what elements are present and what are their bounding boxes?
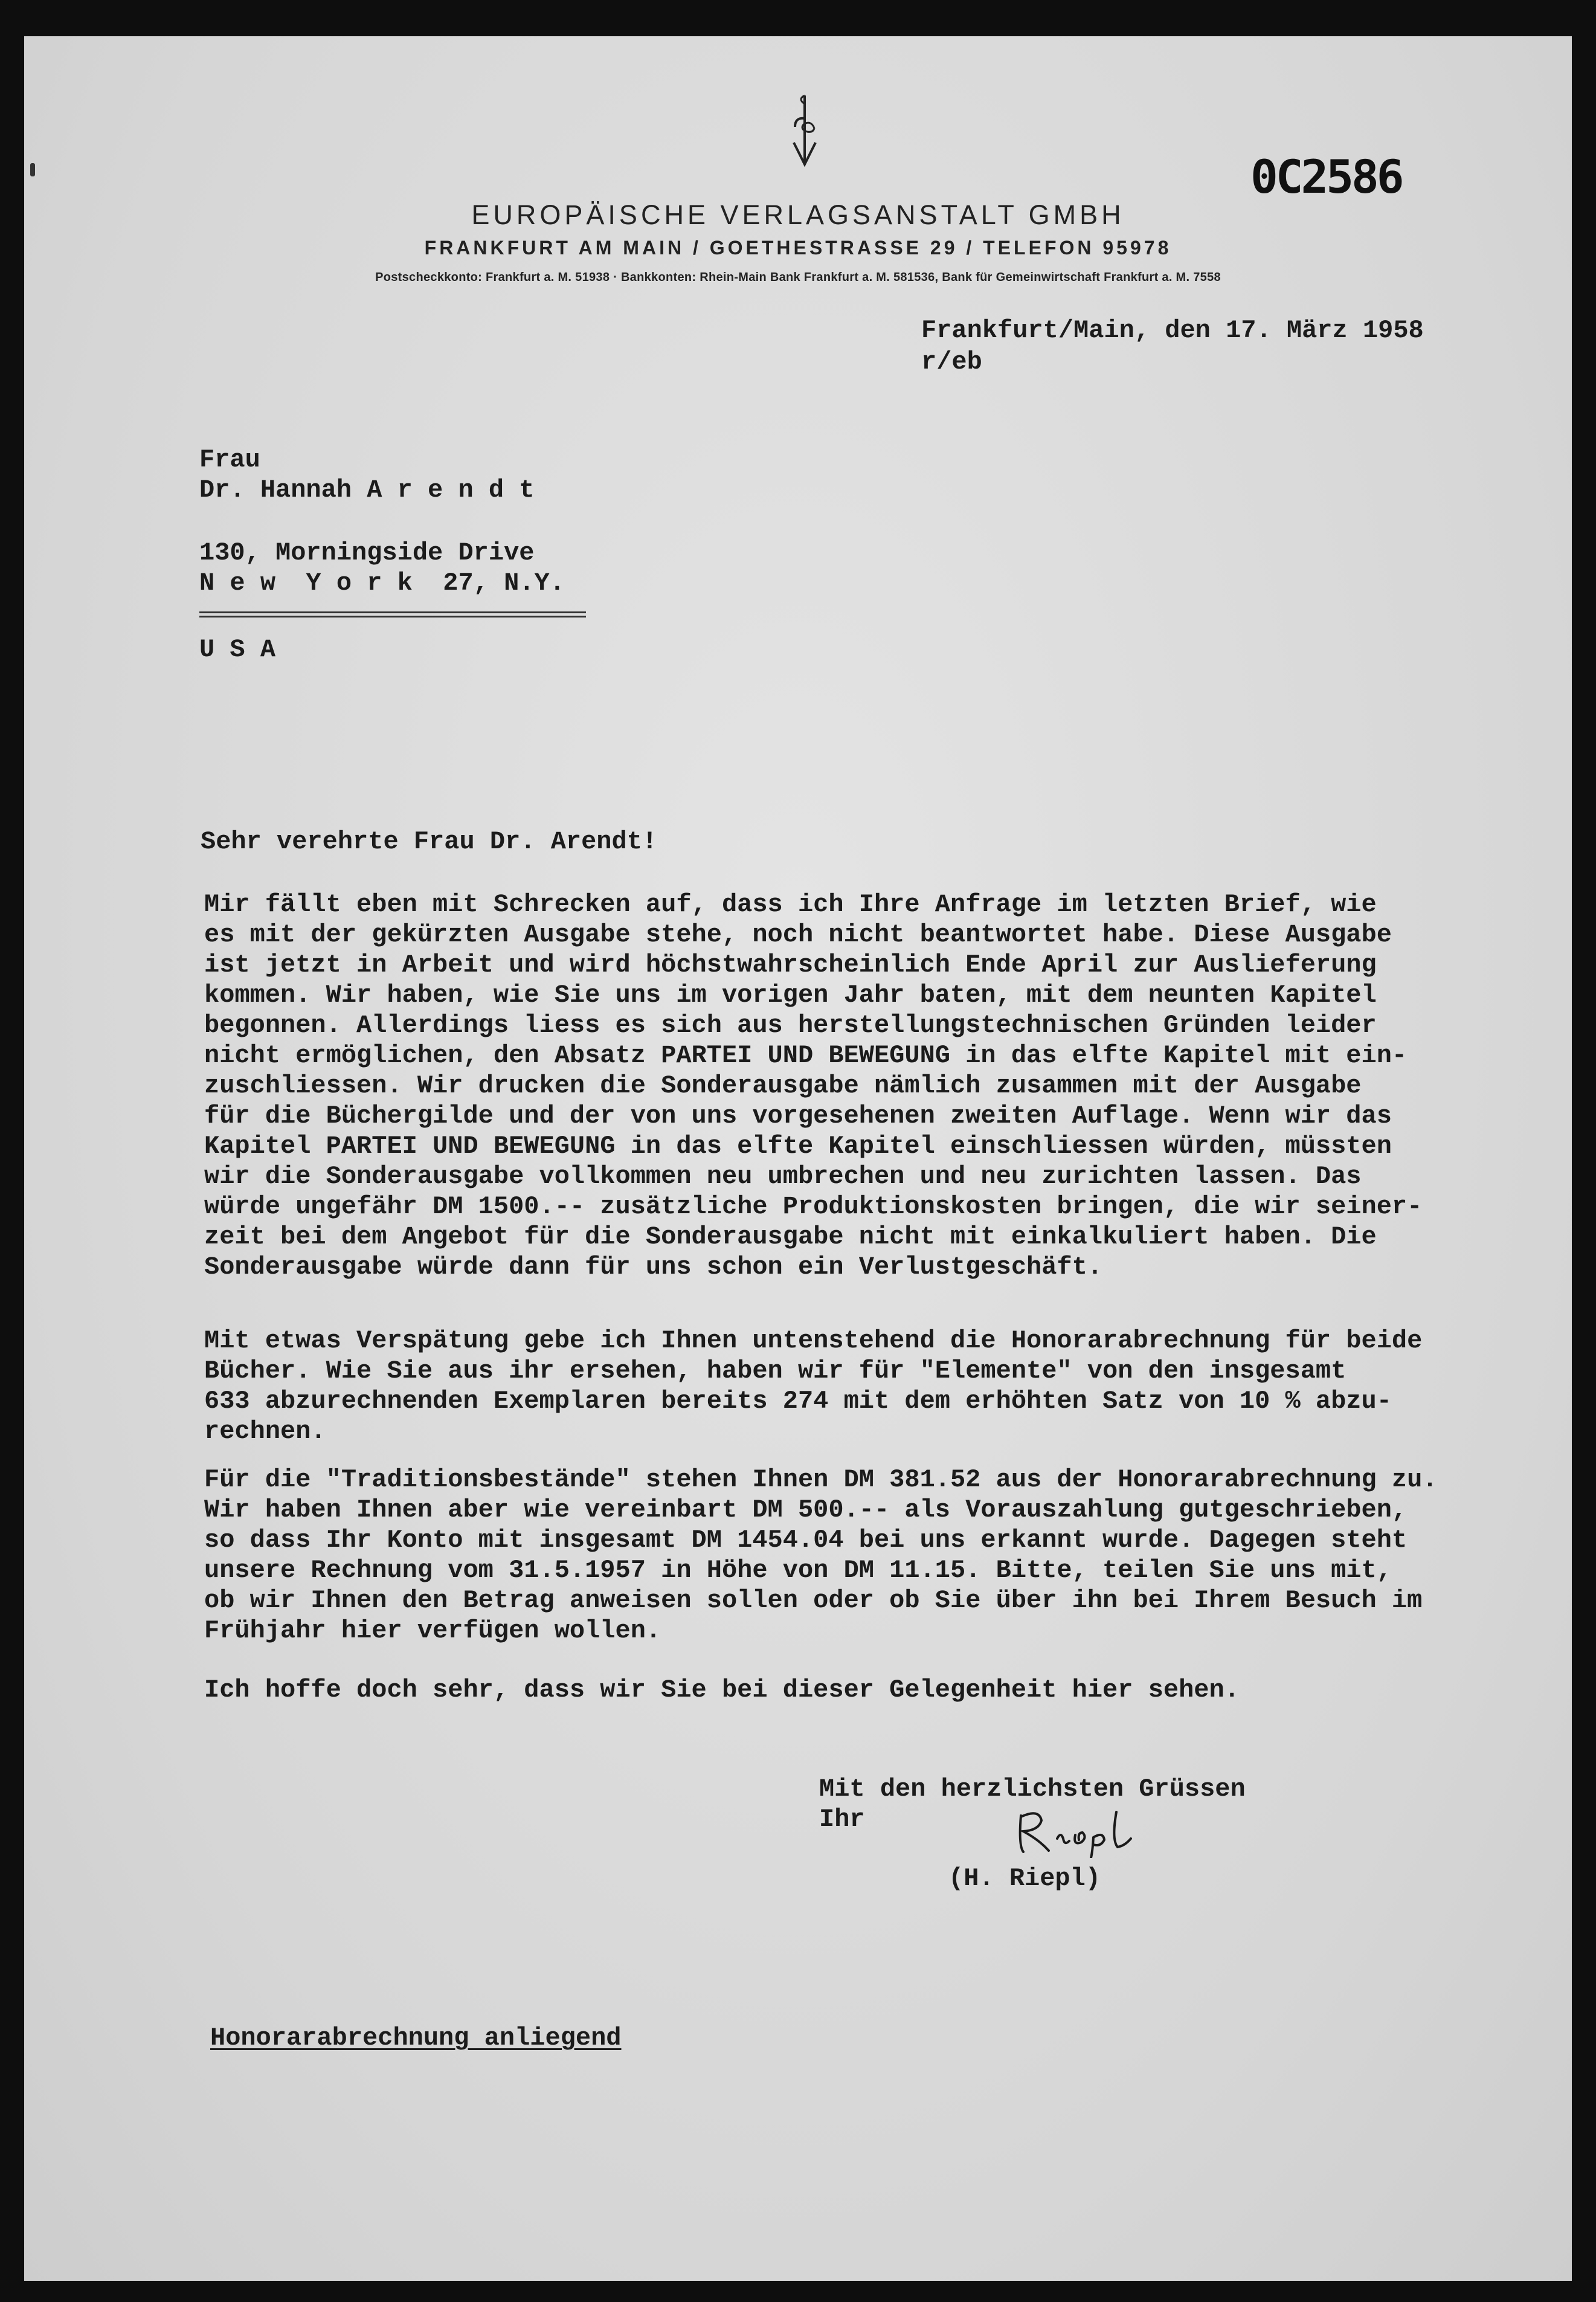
address-rule: [199, 611, 586, 617]
letter-date: Frankfurt/Main, den 17. März 1958: [921, 316, 1424, 345]
recipient-salutation: Frau: [199, 445, 260, 474]
paragraph-line: Frühjahr hier verfügen wollen.: [204, 1616, 661, 1645]
publisher-logo-icon: [787, 91, 823, 169]
paragraph-line: wir die Sonderausgabe vollkommen neu umbrechen und neu zurichten lassen. Das: [204, 1162, 1362, 1191]
recipient-country: U S A: [199, 635, 276, 664]
enclosure-note: Honorarabrechnung anliegend: [210, 2023, 622, 2052]
paragraph-line: 633 abzurechnenden Exemplaren bereits 274 mit dem erhöhten Satz von 10 % abzu-: [204, 1387, 1392, 1416]
closing-phrase: Mit den herzlichsten Grüssen: [819, 1775, 1246, 1804]
paragraph-line: begonnen. Allerdings liess es sich aus herstellungstechnischen Gründen leider: [204, 1011, 1377, 1040]
paragraph-line: Wir haben Ihnen aber wie vereinbart DM 500.-- als Vorauszahlung gutgeschrieben,: [204, 1495, 1408, 1524]
punch-hole: [30, 163, 35, 176]
reference-code: r/eb: [921, 347, 982, 376]
recipient-city: N e w Y o r k 27, N.Y.: [199, 569, 565, 598]
paragraph-line: rechnen.: [204, 1417, 326, 1446]
paragraph-line: kommen. Wir haben, wie Sie uns im vorigen Jahr baten, mit dem neunten Kapitel: [204, 981, 1377, 1010]
paragraph-line: Kapitel PARTEI UND BEWEGUNG in das elfte Kapitel einschliessen würden, müssten: [204, 1132, 1392, 1161]
paragraph-line: unsere Rechnung vom 31.5.1957 in Höhe von DM 11.15. Bitte, teilen Sie uns mit,: [204, 1556, 1392, 1585]
letter-greeting: Sehr verehrte Frau Dr. Arendt!: [201, 827, 658, 856]
paragraph-line: Mit etwas Verspätung gebe ich Ihnen untenstehend die Honorarabrechnung für beide: [204, 1326, 1423, 1355]
recipient-name: Dr. Hannah A r e n d t: [199, 476, 535, 505]
handwritten-signature: [1015, 1804, 1154, 1858]
paragraph-line: für die Büchergilde und der von uns vorgesehenen zweiten Auflage. Wenn wir das: [204, 1101, 1392, 1130]
paragraph-line: Sonderausgabe würde dann für uns schon ein Verlustgeschäft.: [204, 1253, 1103, 1282]
closing-ihr: Ihr: [819, 1805, 865, 1834]
paragraph-line: würde ungefähr DM 1500.-- zusätzliche Produktionskosten bringen, die wir seiner-: [204, 1192, 1423, 1221]
company-address: FRANKFURT AM MAIN / GOETHESTRASSE 29 / TELEFON 95978: [424, 237, 1172, 259]
recipient-street: 130, Morningside Drive: [199, 538, 535, 567]
company-bank-details: Postscheckkonto: Frankfurt a. M. 51938 · Bankkonten: Rhein-Main Bank Frankfurt a. M. 581536, Bank für Gemeinwirtschaft Frankfurt a. M. 7558: [375, 271, 1221, 284]
paragraph-line: Bücher. Wie Sie aus ihr ersehen, haben wir für "Elemente" von den insgesamt: [204, 1356, 1347, 1385]
paragraph-line: zuschliessen. Wir drucken die Sonderausgabe nämlich zusammen mit der Ausgabe: [204, 1071, 1362, 1100]
archive-number: 0C2586: [1250, 150, 1402, 204]
paragraph-line: es mit der gekürzten Ausgabe stehe, noch nicht beantwortet habe. Diese Ausgabe: [204, 920, 1392, 949]
paragraph-line: nicht ermöglichen, den Absatz PARTEI UND BEWEGUNG in das elfte Kapitel mit ein-: [204, 1041, 1408, 1070]
paragraph-line: ist jetzt in Arbeit und wird höchstwahrscheinlich Ende April zur Auslieferung: [204, 950, 1377, 979]
paragraph-line: Für die "Traditionsbestände" stehen Ihnen DM 381.52 aus der Honorarabrechnung zu.: [204, 1465, 1438, 1494]
company-name: EUROPÄISCHE VERLAGSANSTALT GMBH: [471, 199, 1125, 230]
paragraph-line: Mir fällt eben mit Schrecken auf, dass ich Ihre Anfrage im letzten Brief, wie: [204, 890, 1377, 919]
signatory-name: (H. Riepl): [948, 1864, 1101, 1893]
paragraph-line: so dass Ihr Konto mit insgesamt DM 1454.04 bei uns erkannt wurde. Dagegen steht: [204, 1526, 1408, 1555]
paragraph-line: zeit bei dem Angebot für die Sonderausgabe nicht mit einkalkuliert haben. Die: [204, 1222, 1377, 1251]
paragraph-line: Ich hoffe doch sehr, dass wir Sie bei dieser Gelegenheit hier sehen.: [204, 1675, 1240, 1704]
paragraph-line: ob wir Ihnen den Betrag anweisen sollen oder ob Sie über ihn bei Ihrem Besuch im: [204, 1586, 1423, 1615]
